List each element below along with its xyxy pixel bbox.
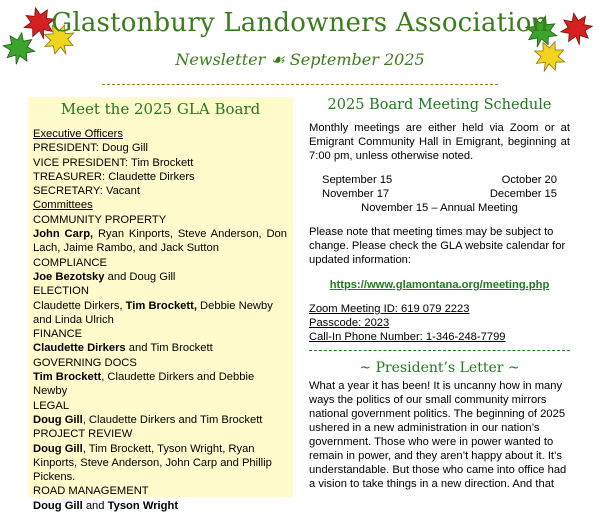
community-property-label: COMMUNITY PROPERTY xyxy=(33,213,167,226)
schedule-column xyxy=(309,97,570,491)
compliance-label: COMPLIANCE xyxy=(33,256,107,269)
finance-label: FINANCE xyxy=(33,328,83,341)
road-management-members: Doug Gill and Tyson Wright xyxy=(33,499,179,512)
road-management-label: ROAD MANAGEMENT xyxy=(33,485,149,498)
committees-label: Committees xyxy=(33,199,93,212)
legal-members: Doug Gill, Claudette Dirkers and Tim Brockett xyxy=(33,413,263,426)
compliance-members: Joe Bezotsky and Doug Gill xyxy=(33,270,176,283)
board-heading: Meet the 2025 GLA Board xyxy=(60,100,261,118)
election-label: ELECTION xyxy=(33,285,89,298)
election-members: Claudette Dirkers, Tim Brockett, Debbie Newby and Linda Ulrich xyxy=(33,299,273,326)
meeting-date: November 17 xyxy=(322,188,390,200)
project-review-members: Doug Gill, Tim Brockett, Tyson Wright, Ryan Kinports, Steve Anderson, John Carp and Phillip Pickens. xyxy=(33,442,272,484)
schedule-intro: Monthly meetings are either held via Zoom or at Emigrant Community Hall in Emigrant, beginning at 7:00 pm, unless otherwise noted. xyxy=(309,122,570,162)
meeting-url-link[interactable]: https://www.glamontana.org/meeting.php xyxy=(329,279,550,291)
call-in-phone: Call-In Phone Number: 1-346-248-7799 xyxy=(309,331,506,343)
meeting-dates xyxy=(309,173,570,201)
executive-officers-label: Executive Officers xyxy=(33,128,123,140)
project-review-label: PROJECT REVIEW xyxy=(33,428,133,441)
schedule-note: Please note that meeting times may be subject to change. Please check the GLA website calendar for updated information: xyxy=(309,226,566,266)
governing-docs-label: GOVERNING DOCS xyxy=(33,356,137,369)
community-property-members: John Carp, Ryan Kinports, Steve Anderson, Don Lach, Jaime Rambo, and Jack Sutton xyxy=(33,228,287,255)
legal-label: LEGAL xyxy=(33,399,70,412)
schedule-heading: 2025 Board Meeting Schedule xyxy=(327,97,552,113)
finance-members: Claudette Dirkers and Tim Brockett xyxy=(33,342,213,355)
presidents-letter-body: What a year it has been! It is uncanny how in many ways the politics of our small community mirrors national government politics. The beginning of 2025 ushered in a new administration in our nation’s government. Those who were in power wanted to remain in power, and they aren’t happy about it. It’s understandable. But those who came into office had a vision to take things in a new direction. And that xyxy=(309,380,567,490)
section-divider xyxy=(309,350,570,351)
newsletter-subtitle: Newsletter ☙ September 2025 xyxy=(175,50,425,69)
meeting-date: December 15 xyxy=(489,188,557,200)
presidents-letter-heading: ~ President’s Letter ~ xyxy=(359,360,520,376)
treasurer: TREASURER: Claudette Dirkers xyxy=(33,170,195,183)
header-divider xyxy=(102,84,498,85)
vice-president: VICE PRESIDENT: Tim Brockett xyxy=(33,156,194,169)
secretary: SECRETARY: Vacant xyxy=(33,185,140,198)
president: PRESIDENT: Doug Gill xyxy=(33,142,149,155)
annual-meeting: November 15 – Annual Meeting xyxy=(361,202,518,214)
governing-docs-members: Tim Brockett, Claudette Dirkers and Debbie Newby xyxy=(33,371,255,398)
zoom-meeting-id: Zoom Meeting ID: 619 079 2223 xyxy=(309,303,470,315)
newsletter-title: Glastonbury Landowners Association xyxy=(51,8,549,38)
zoom-passcode: Passcode: 2023 xyxy=(309,317,390,329)
meeting-date: October 20 xyxy=(501,174,557,186)
meeting-date: September 15 xyxy=(322,174,393,186)
board-panel xyxy=(28,97,293,512)
